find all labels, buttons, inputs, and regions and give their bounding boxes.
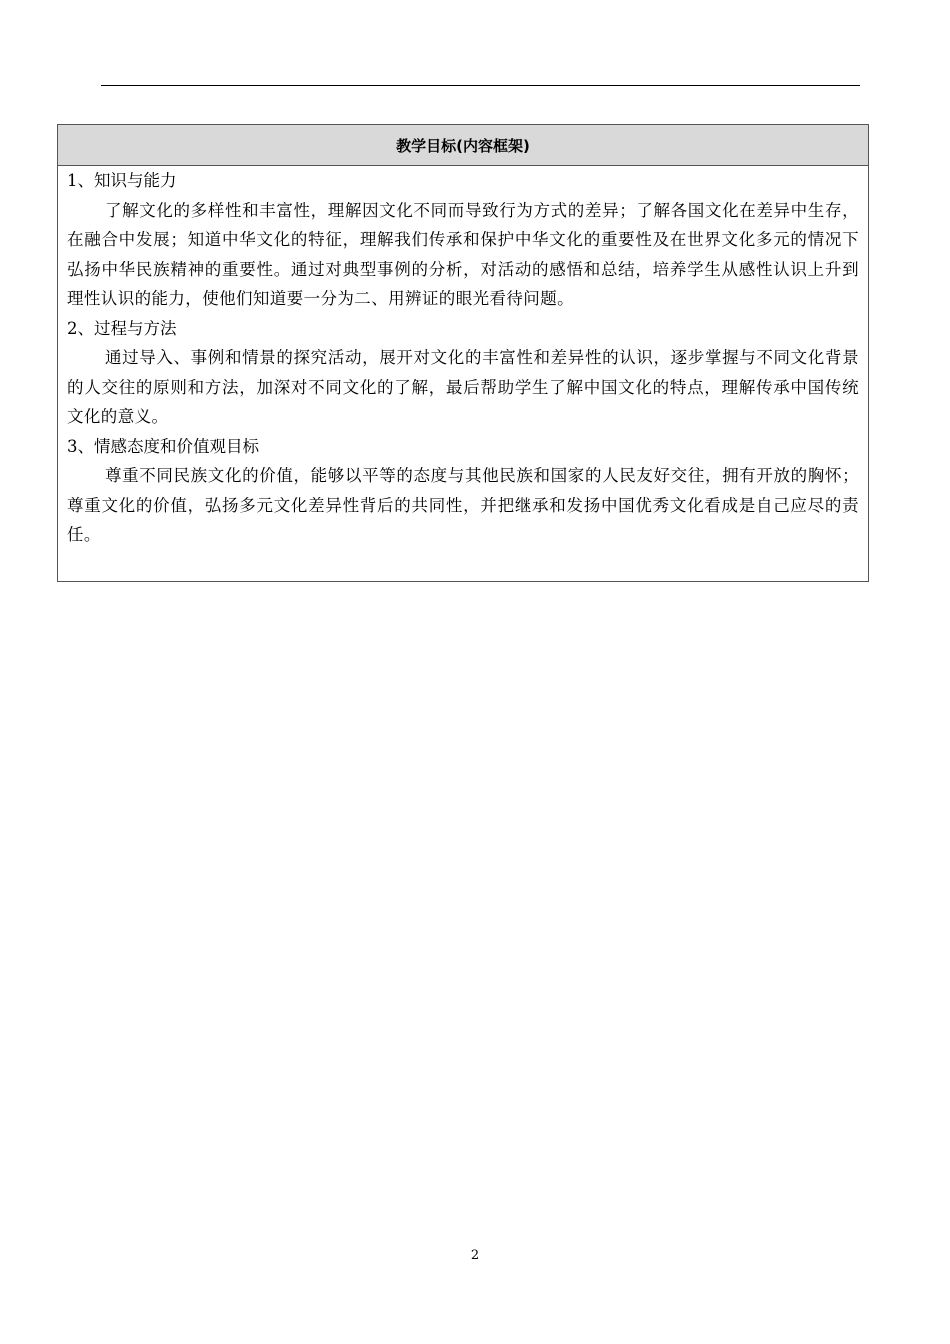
section-text: 尊重不同民族文化的价值，能够以平等的态度与其他民族和国家的人民友好交往，拥有开放的胸怀；尊重文化的价值，弘扬多元文化差异性背后的共同性，并把继承和发扬中国优秀文化看成是自己应尽的责任。 <box>67 466 859 544</box>
section-heading: 2、过程与方法 <box>67 318 177 338</box>
header-rule <box>101 85 860 86</box>
section-text: 通过导入、事例和情景的探究活动，展开对文化的丰富性和差异性的认识，逐步掌握与不同文化背景的人交往的原则和方法，加深对不同文化的了解，最后帮助学生了解中国文化的特点，理解传承中国传统文化的意义。 <box>67 348 859 426</box>
section-text: 了解文化的多样性和丰富性，理解因文化不同而导致行为方式的差异；了解各国文化在差异中生存，在融合中发展；知道中华文化的特征，理解我们传承和保护中华文化的重要性及在世界文化多元的情况下弘扬中华民族精神的重要性。通过对典型事例的分析，对活动的感悟和总结，培养学生从感性认识上升到理性认识的能力，使他们知道要一分为二、用辨证的眼光看待问题。 <box>67 200 859 308</box>
table-header: 教学目标(内容框架) <box>58 125 868 166</box>
page-number: 2 <box>470 1248 480 1263</box>
section-heading: 3、情感态度和价值观目标 <box>67 436 259 456</box>
objectives-table <box>57 124 869 582</box>
section-knowledge <box>67 166 859 314</box>
section-attitude <box>67 432 859 550</box>
section-heading: 1、知识与能力 <box>67 171 177 190</box>
section-process <box>67 314 859 432</box>
table-body <box>58 166 868 550</box>
